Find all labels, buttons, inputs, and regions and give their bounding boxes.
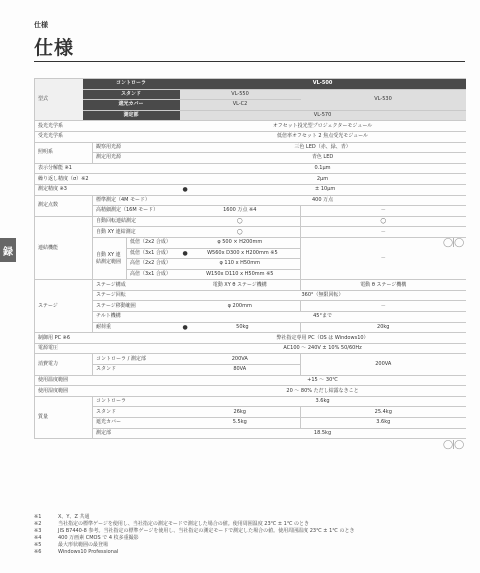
cell-value: 360°（無限回転） xyxy=(180,290,466,301)
table-row xyxy=(35,322,466,333)
table-row xyxy=(35,174,466,185)
header-cell: VL-500 xyxy=(180,79,466,90)
appendix-tab[interactable]: 録 xyxy=(0,238,16,262)
table-row xyxy=(35,163,466,174)
footnote-key: ※3 xyxy=(34,528,42,534)
table-row xyxy=(35,89,466,100)
cell-value: ◯ xyxy=(180,216,301,227)
footnote-text: JIS B7440-8 参考。当社指定の標準ゲージを使用し、当社指定の測定モードで測定した場合の値。使用周囲温度 23℃ ± 1℃ のとき xyxy=(58,528,355,534)
header-cell: VL-550 xyxy=(180,89,301,100)
footnotes xyxy=(34,514,354,556)
cell-value: 3.6kg xyxy=(180,396,466,407)
cell-value: +15 ～ 30℃ xyxy=(180,375,466,386)
spec-table xyxy=(34,78,466,439)
area-value: W560x D300 x H200mm ※5 xyxy=(207,249,278,256)
sub-label: 耐荷重 xyxy=(93,322,180,333)
table-row xyxy=(35,312,466,323)
footnote xyxy=(34,514,354,521)
page-title: 仕様 xyxy=(34,37,75,59)
cell-value: 低倍率オフセット 2 焦点受光モジュール xyxy=(180,131,466,142)
footnote-text: X、Y、Z 共通 xyxy=(58,514,90,520)
footnote xyxy=(34,521,354,528)
load-value: 50kg xyxy=(236,323,249,330)
table-row xyxy=(35,110,466,121)
row-label: 表示分解能 ※1 xyxy=(35,163,180,174)
accuracy-value: ± 10μm xyxy=(315,186,336,193)
header-cell: コントローラ xyxy=(83,79,180,90)
cell-value: 45°まで xyxy=(180,312,466,323)
table-row xyxy=(35,206,466,217)
sub-label: 遮光カバー xyxy=(93,418,180,429)
cell-value: 1600 万点 ※4 xyxy=(180,206,301,217)
row-label: 測定精度 ※3 xyxy=(35,184,180,195)
bullet-icon: ● xyxy=(182,249,188,257)
row-label: 使用湿度範囲 xyxy=(35,386,180,397)
cell-value: － xyxy=(301,227,466,238)
sub-label: 低倍（2x2 合成） xyxy=(127,237,180,248)
header-cell: VL-C2 xyxy=(180,100,301,111)
cell-value: 18.5kg xyxy=(180,428,466,439)
cell-value: φ 500 × H200mm xyxy=(180,237,301,248)
cell-value: 弊社指定専用 PC（OS は Windows10） xyxy=(180,333,466,344)
row-label: ステージ xyxy=(35,280,93,333)
table-row xyxy=(35,418,466,429)
cell-value: － xyxy=(301,301,466,312)
cell-value: W150x D110 x H50mm ※5 xyxy=(180,269,301,280)
sub-label: コントローラ xyxy=(93,396,180,407)
table-row xyxy=(35,121,466,132)
cell-value: φ 110 x H50mm xyxy=(180,259,301,270)
cell-value xyxy=(180,322,301,333)
footnote-text: 最大形状範囲の最登場 xyxy=(58,542,109,548)
header-cell: スタンド xyxy=(83,89,180,100)
cell-value: 5.5kg xyxy=(180,418,301,429)
footnote-key: ※4 xyxy=(34,535,42,541)
bullet-icon: ● xyxy=(182,323,188,331)
sub-label: 高倍（3x1 合成） xyxy=(127,269,180,280)
row-label: 受光光学系 xyxy=(35,131,180,142)
cell-value: 20 ～ 80% ただし結露なきこと xyxy=(180,386,466,397)
cell-value xyxy=(180,184,466,195)
table-row xyxy=(35,333,466,344)
footnote xyxy=(34,549,354,556)
cell-value: AC100 ～ 240V ± 10% 50/60Hz xyxy=(180,343,466,354)
footnote-text: 当社指定の標準ゲージを使用し、当社指定の測定モードで測定した場合の値。使用周囲温度 23℃ ± 1℃ のとき xyxy=(58,521,310,527)
footnote xyxy=(34,535,354,542)
cell-value: 200VA xyxy=(180,354,301,365)
cell-value: 電動 θ ステージ機構 xyxy=(301,280,466,291)
sub-label: 高倍（2x2 合成） xyxy=(127,259,180,270)
table-row xyxy=(35,280,466,291)
header-cell: 測定部 xyxy=(83,110,180,121)
cell-value: ◯ xyxy=(180,227,301,238)
table-row xyxy=(35,301,466,312)
row-label: 型式 xyxy=(35,79,83,121)
table-row xyxy=(35,354,466,365)
section-label: 仕様 xyxy=(34,21,48,29)
sub-label: コントローラ / 測定部 xyxy=(93,354,180,365)
row-label: 照明系 xyxy=(35,142,93,163)
binder-hole-icon: ◯|◯ xyxy=(443,238,464,248)
table-row xyxy=(35,227,466,238)
sub-label: チルト機構 xyxy=(93,312,180,323)
sub-label: ステージ移動範囲 xyxy=(93,301,180,312)
header-cell: 遮光カバー xyxy=(83,100,180,111)
sub-label: 低倍（3x1 合成） xyxy=(127,248,180,259)
table-row xyxy=(35,195,466,206)
table-row xyxy=(35,386,466,397)
cell-value: 三色 LED（赤、緑、青） xyxy=(180,142,466,153)
sub-label: スタンド xyxy=(93,365,180,376)
cell-value: オフセット投光型プロジェクターモジュール xyxy=(180,121,466,132)
cell-value: 80VA xyxy=(180,365,301,376)
sub-label: 自動 XY 連結測定 xyxy=(93,227,180,238)
cell-value: 青色 LED xyxy=(180,153,466,164)
row-label: 質量 xyxy=(35,396,93,438)
header-cell: VL-530 xyxy=(301,89,466,110)
sub-label: 測定用光源 xyxy=(93,153,180,164)
row-label: 測定点数 xyxy=(35,195,93,216)
footnote-text: 400 万画素 CMOS で 4 枚多重撮影 xyxy=(58,535,139,541)
row-label: 電源電圧 xyxy=(35,343,180,354)
table-row xyxy=(35,375,466,386)
table-row xyxy=(35,396,466,407)
sub-label: スタンド xyxy=(93,407,180,418)
row-label: 消費電力 xyxy=(35,354,93,375)
footnote xyxy=(34,542,354,549)
header-cell: VL-570 xyxy=(180,110,466,121)
table-row xyxy=(35,131,466,142)
binder-hole-icon: ◯|◯ xyxy=(443,440,464,450)
footnote-text: Windows10 Professional xyxy=(58,549,119,555)
cell-value xyxy=(180,248,301,259)
cell-value: － xyxy=(301,206,466,217)
footnote-key: ※2 xyxy=(34,521,42,527)
sub-label: ステージ構成 xyxy=(93,280,180,291)
sub-label: 観察用光源 xyxy=(93,142,180,153)
bullet-icon: ● xyxy=(182,186,188,194)
cell-value: 400 万点 xyxy=(180,195,466,206)
table-row xyxy=(35,428,466,439)
table-row xyxy=(35,184,466,195)
sub-label: 高精細測定（16M モード） xyxy=(93,206,180,217)
table-row xyxy=(35,153,466,164)
cell-value: 20kg xyxy=(301,322,466,333)
cell-value: 26kg xyxy=(180,407,301,418)
cell-value: 200VA xyxy=(301,354,466,375)
table-row xyxy=(35,79,466,90)
footnote-key: ※5 xyxy=(34,542,42,548)
table-row xyxy=(35,290,466,301)
row-label: 使用温度範囲 xyxy=(35,375,180,386)
cell-value: φ 200mm xyxy=(180,301,301,312)
cell-value: 電動 XY θ ステージ機構 xyxy=(180,280,301,291)
table-row xyxy=(35,142,466,153)
cell-value: 3.6kg xyxy=(301,418,466,429)
sub-label: ステージ回転 xyxy=(93,290,180,301)
table-row xyxy=(35,343,466,354)
sub-label: 測定部 xyxy=(93,428,180,439)
row-label: 投光光学系 xyxy=(35,121,180,132)
sub-label: 標準測定（4M モード） xyxy=(93,195,180,206)
title-divider xyxy=(34,61,465,62)
row-label: 繰り返し精度（σ）※2 xyxy=(35,174,180,185)
cell-value: 2μm xyxy=(180,174,466,185)
sub-label: 自動 XY 連結測定範囲 xyxy=(93,237,127,279)
footnote xyxy=(34,528,354,535)
cell-value: 0.1μm xyxy=(180,163,466,174)
table-row xyxy=(35,407,466,418)
row-label: 制御用 PC ※6 xyxy=(35,333,180,344)
row-label: 連結機能 xyxy=(35,216,93,280)
table-row xyxy=(35,216,466,227)
cell-value: ◯ xyxy=(301,216,466,227)
footnote-key: ※1 xyxy=(34,514,42,520)
cell-value: 25.4kg xyxy=(301,407,466,418)
sub-label: 自動回転連結測定 xyxy=(93,216,180,227)
footnote-key: ※6 xyxy=(34,549,42,555)
table-row xyxy=(35,237,466,248)
cell-value: － xyxy=(301,237,466,279)
